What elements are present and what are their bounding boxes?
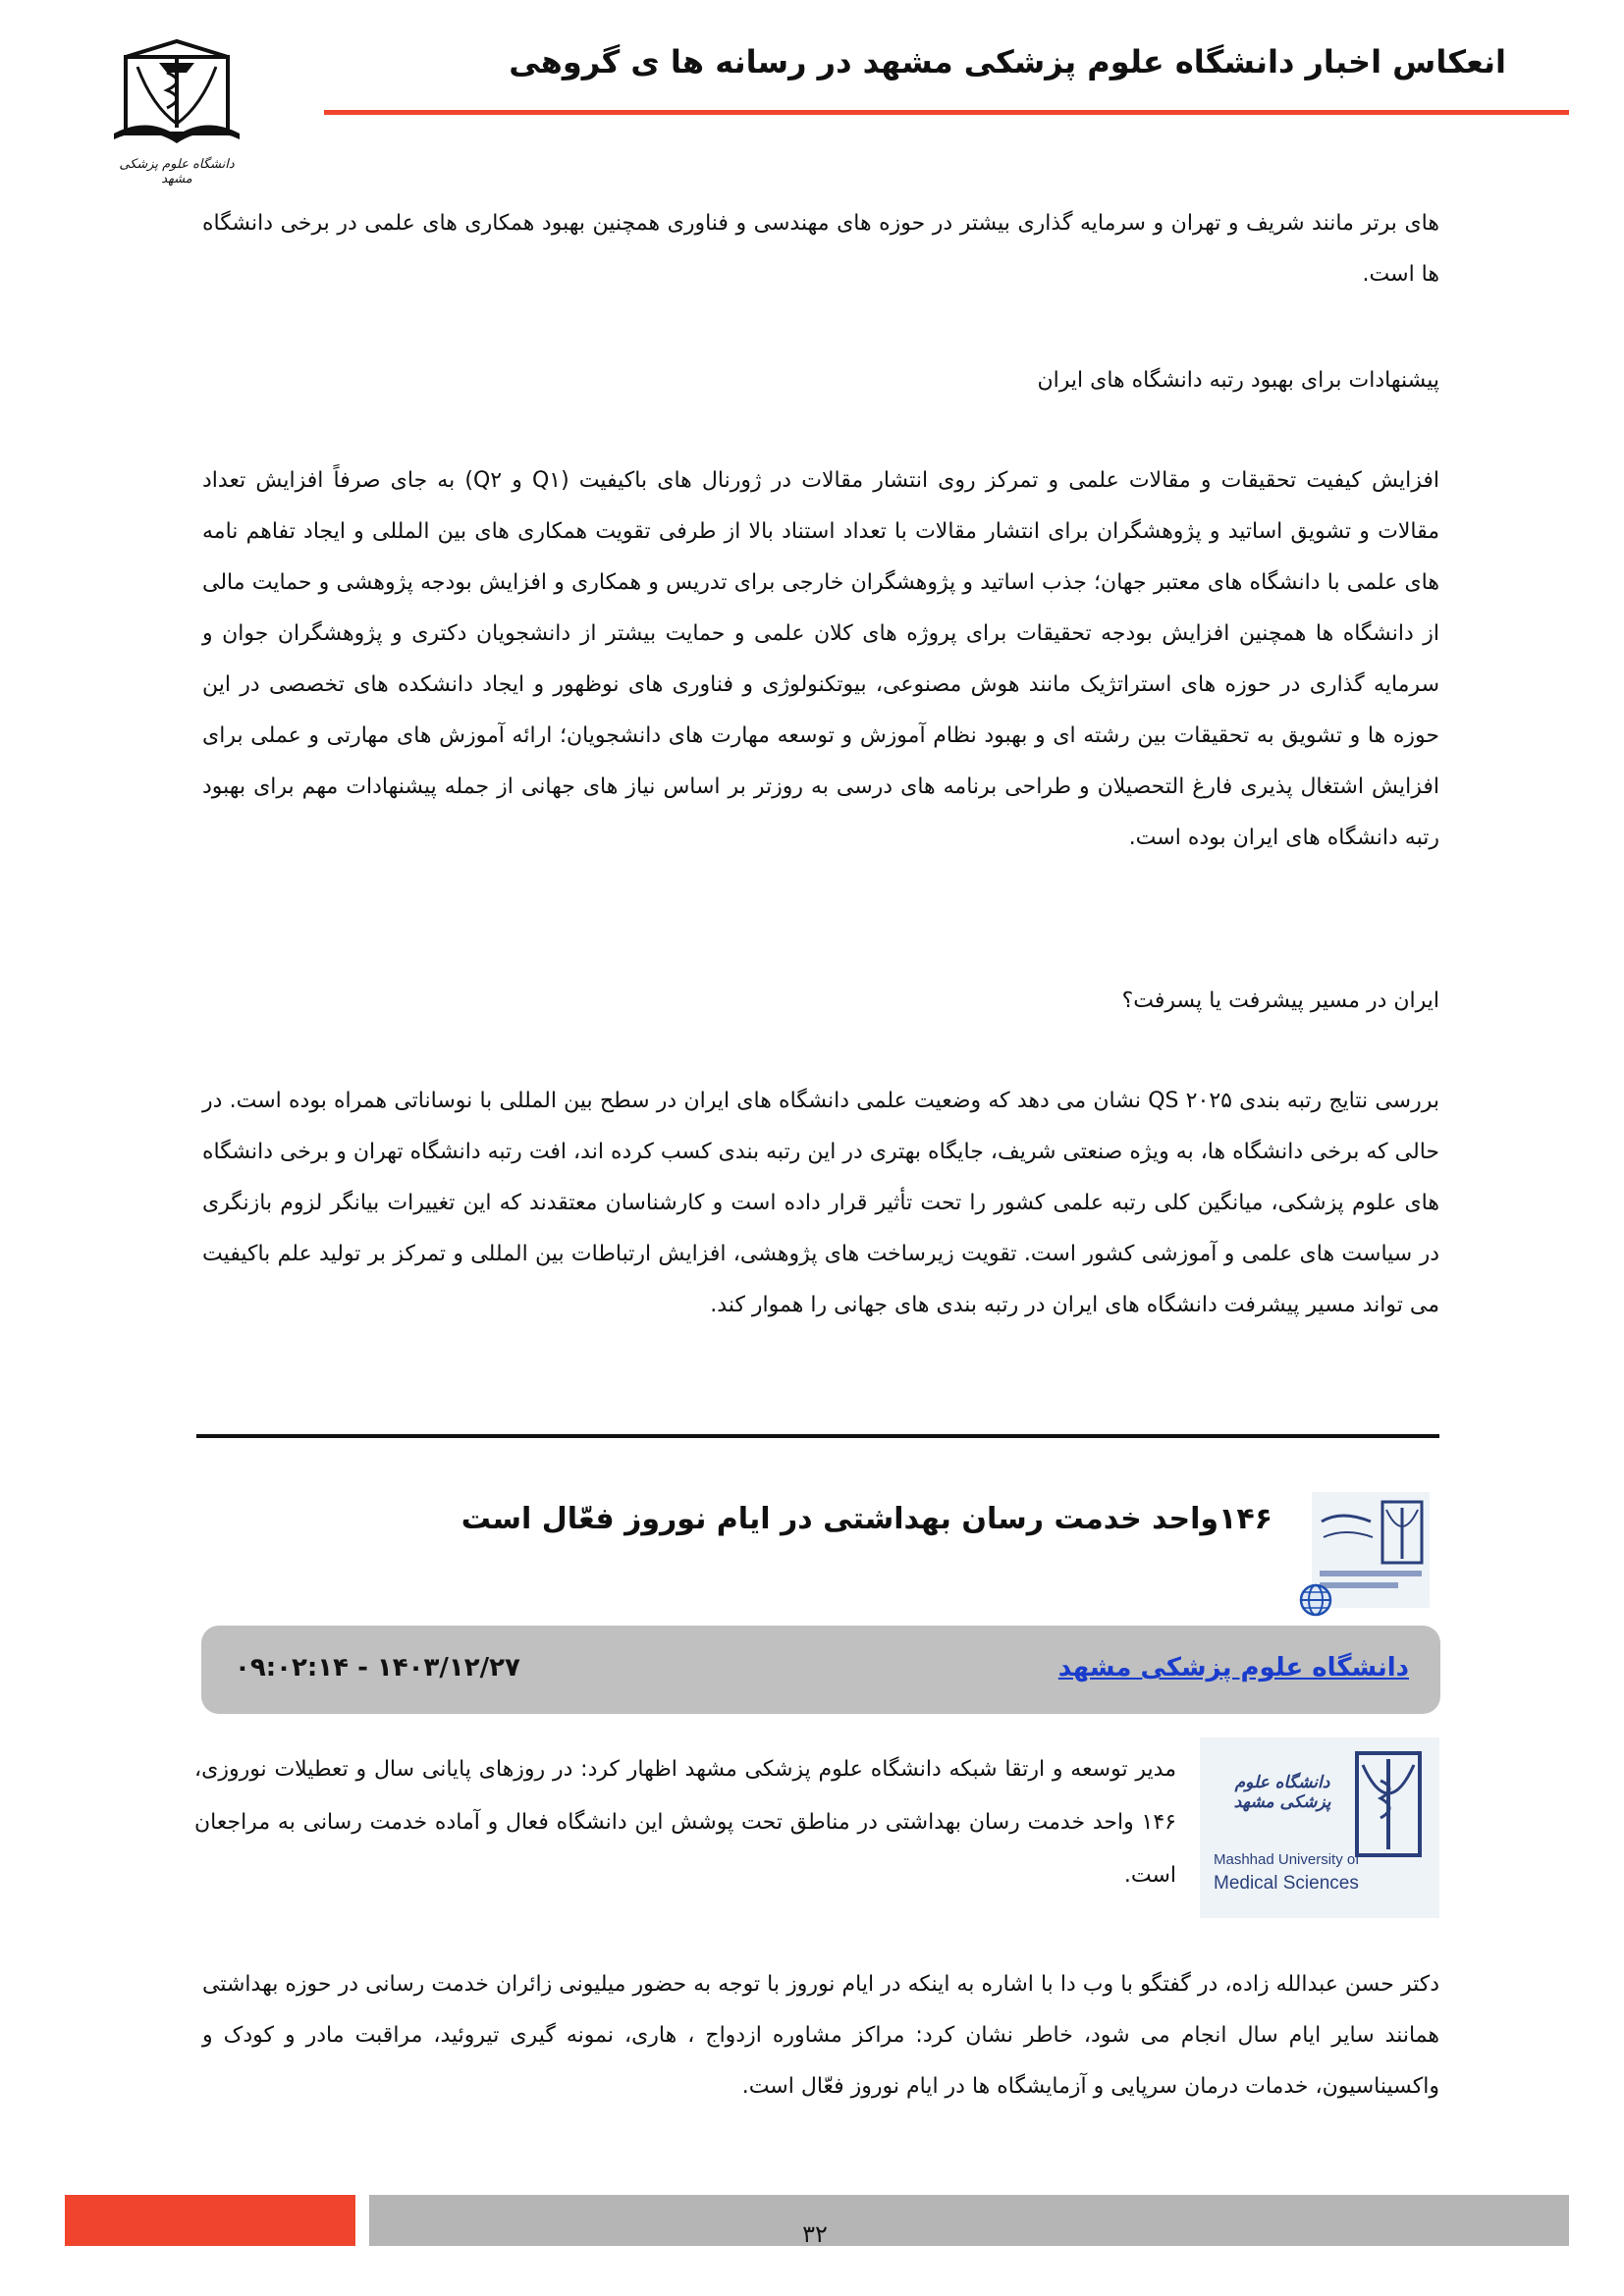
logo-caption: دانشگاه علوم پزشکی مشهد bbox=[119, 157, 235, 187]
page-title: انعکاس اخبار دانشگاه علوم پزشکی مشهد در رسانه ها ی گروهی bbox=[509, 43, 1506, 80]
footer-bar bbox=[369, 2195, 1569, 2246]
section-heading-recommendations: پیشنهادات برای بهبود رتبه دانشگاه های ایران bbox=[1037, 368, 1439, 393]
article-paragraph-1: های برتر مانند شریف و تهران و سرمایه گذاری بیشتر در حوزه های مهندسی و فناوری همچنین بهبود همکاری های علمی در برخی دانشگاه ها است. bbox=[202, 211, 1439, 287]
page-number: ۳۲ bbox=[802, 2220, 828, 2248]
news-headline: ۱۴۶واحد خدمت رسان بهداشتی در ایام نوروز فعّال است bbox=[460, 1502, 1272, 1536]
news-article-image bbox=[1200, 1737, 1439, 1918]
news-source-link[interactable]: دانشگاه علوم پزشکی مشهد bbox=[1057, 1653, 1409, 1682]
news-image-caption-en-2: Medical Sciences bbox=[1214, 1873, 1359, 1894]
section-heading-progress: ایران در مسیر پیشرفت یا پسرفت؟ bbox=[1121, 988, 1439, 1013]
news-meta-bar bbox=[201, 1626, 1440, 1714]
section-separator bbox=[196, 1434, 1439, 1438]
news-lead-paragraph: مدیر توسعه و ارتقا شبکه دانشگاه علوم پزشکی مشهد اظهار کرد: در روزهای پایانی سال و تعطیلات نوروزی، ۱۴۶ واحد خدمت رسان بهداشتی در مناطق تحت پوشش این دانشگاه فعال و آماده خدمت رسانی به مراجعان است. bbox=[194, 1757, 1176, 1888]
news-datetime: ۱۴۰۳/۱۲/۲۷ - ۰۹:۰۲:۱۴ bbox=[235, 1653, 520, 1682]
news-image-caption-fa: دانشگاه علوم پزشکی مشهد bbox=[1233, 1773, 1331, 1812]
article-paragraph-3: بررسی نتایج رتبه بندی QS ۲۰۲۵ نشان می دهد که وضعیت علمی دانشگاه های ایران در سطح بین المللی با نوساناتی همراه بوده است. در حالی که برخی دانشگاه ها، به ویژه صنعتی شریف، جایگاه بهتری در این رتبه بندی کسب کرده اند، افت رتبه دانشگاه تهران و برخی دانشگاه های علوم پزشکی، میانگین کلی رتبه علمی کشور را تحت تأثیر قرار داده است و کارشناسان معتقدند که این تغییرات بیانگر لزوم بازنگری در سیاست های علمی و آموزشی کشور است. تقویت زیرساخت های پژوهشی، افزایش ارتباطات بین المللی و تمرکز بر تولید علم باکیفیت می تواند مسیر پیشرفت دانشگاه های ایران در رتبه بندی های جهانی را هموار کند. bbox=[202, 1089, 1439, 1317]
news-body-paragraph: دکتر حسن عبدالله زاده، در گفتگو با وب دا با اشاره به اینکه در ایام نوروز با توجه به حضور میلیونی زائران خدمت رسانی در حوزه بهداشتی همانند سایر ایام سال انجام می شود، خاطر نشان کرد: مراکز مشاوره ازدواج ، هاری، نمونه گیری تیروئید، مراقبت مادر و کودک و واکسیناسیون، خدمات درمان سرپایی و آزمایشگاه ها در ایام نوروز فعّال است. bbox=[202, 1972, 1439, 2099]
footer-accent-bar bbox=[65, 2195, 355, 2246]
news-image-caption-en-1: Mashhad University of bbox=[1214, 1851, 1360, 1868]
university-logo-icon bbox=[108, 37, 245, 187]
article-paragraph-2: افزایش کیفیت تحقیقات و مقالات علمی و تمرکز روی انتشار مقالات در ژورنال های باکیفیت (Q۱ و Q۲) به جای صرفاً افزایش تعداد مقالات و تشویق اساتید و پژوهشگران برای انتشار مقالات با تعداد استناد بالا از طرفی تقویت همکاری های بین المللی و ایجاد تفاهم نامه های علمی با دانشگاه های معتبر جهان؛ جذب اساتید و پژوهشگران خارجی برای تدریس و همکاری و افزایش بودجه پژوهشی و حمایت مالی از دانشگاه ها همچنین افزایش بودجه تحقیقات برای پروژه های کلان علمی و حمایت بیشتر از دانشجویان دکتری و پژوهشگران جوان و سرمایه گذاری در حوزه های استراتژیک مانند هوش مصنوعی، بیوتکنولوژی و فناوری های نوظهور و ایجاد دانشکده های تخصصی در این حوزه ها و تشویق به تحقیقات بین رشته ای و بهبود نظام آموزش و توسعه مهارت های دانشجویان؛ ارائه آموزش های مهارتی و عملی برای افزایش اشتغال پذیری فارغ التحصیلان و طراحی برنامه های درسی به روزتر بر اساس نیاز های جهانی از جمله پیشنهادات مهم برای بهبود رتبه دانشگاه های ایران بوده است. bbox=[202, 468, 1439, 850]
globe-icon[interactable] bbox=[1298, 1582, 1333, 1618]
header-rule bbox=[324, 110, 1569, 115]
